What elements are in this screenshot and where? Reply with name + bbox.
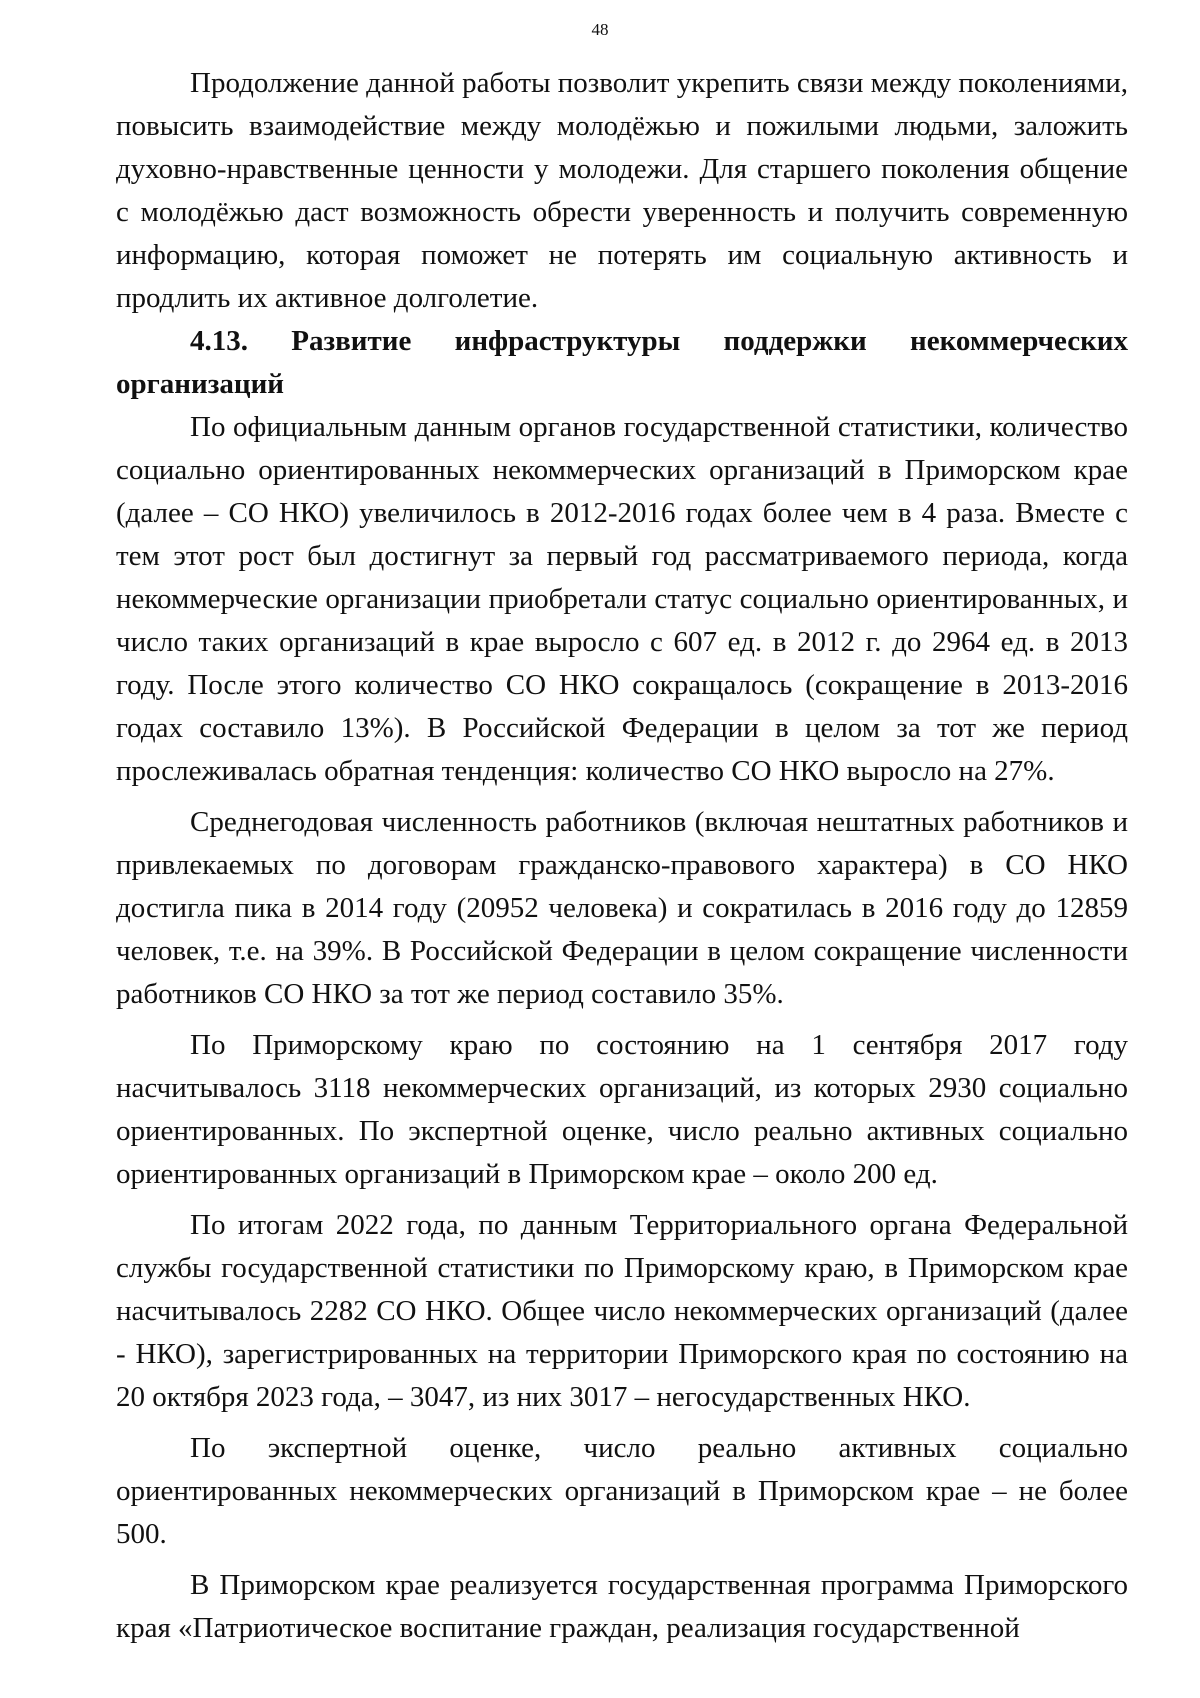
paragraph-nko-2022: По итогам 2022 года, по данным Территориального органа Федеральной службы государственной статистики по Приморскому краю, в Приморском крае насчитывалось 2282 СО НКО. Общее число некоммерческих организаций (далее - НКО), зарегистрированных на территории Приморского края по состоянию на 20 октября 2023 года, – 3047, из них 3017 – негосударственных НКО.: [116, 1209, 1128, 1413]
paragraph-nko-employees: Среднегодовая численность работников (включая нештатных работников и привлекаемых по договорам гражданско-правового характера) в СО НКО достигла пика в 2014 году (20952 человека) и сократилась в 2016 году до 12859 человек, т.е. на 39%. В Российской Федерации в целом сокращение численности работников СО НКО за тот же период составило 35%.: [116, 806, 1128, 1010]
paragraph-state-program: В Приморском крае реализуется государственная программа Приморского края «Патриотическое воспитание граждан, реализация государственной: [116, 1569, 1128, 1644]
page-number: 48: [591, 20, 609, 39]
paragraph-nko-statistics: По официальным данным органов государственной статистики, количество социально ориентированных некоммерческих организаций в Приморском крае (далее – СО НКО) увеличилось в 2012-2016 годах более чем в 4 раза. Вместе с тем этот рост был достигнут за первый год рассматриваемого периода, когда некоммерческие организации приобретали статус социально ориентированных, и число таких организаций в крае выросло с 607 ед. в 2012 г. до 2964 ед. в 2013 году. После этого количество СО НКО сокращалось (сокращение в 2013-2016 годах составило 13%). В Российской Федерации в целом за тот же период прослеживалась обратная тенденция: количество СО НКО выросло на 27%.: [116, 411, 1128, 787]
paragraph-nko-2017: По Приморскому краю по состоянию на 1 сентября 2017 году насчитывалось 3118 некоммерческих организаций, из которых 2930 социально ориентированных. По экспертной оценке, число реально активных социально ориентированных организаций в Приморском крае – около 200 ед.: [116, 1029, 1128, 1190]
paragraph-intergenerational: Продолжение данной работы позволит укрепить связи между поколениями, повысить взаимодействие между молодёжью и пожилыми людьми, заложить духовно-нравственные ценности у молодежи. Для старшего поколения общение с молодёжью даст возможность обрести уверенность и получить современную информацию, которая поможет не потерять им социальную активность и продлить их активное долголетие.: [116, 67, 1128, 314]
paragraph-expert-estimate: По экспертной оценке, число реально активных социально ориентированных некоммерческих организаций в Приморском крае – не более 500.: [116, 1432, 1128, 1550]
section-heading-4-13: 4.13. Развитие инфраструктуры поддержки некоммерческих организаций: [116, 325, 1128, 400]
document-body: [116, 62, 1128, 1650]
